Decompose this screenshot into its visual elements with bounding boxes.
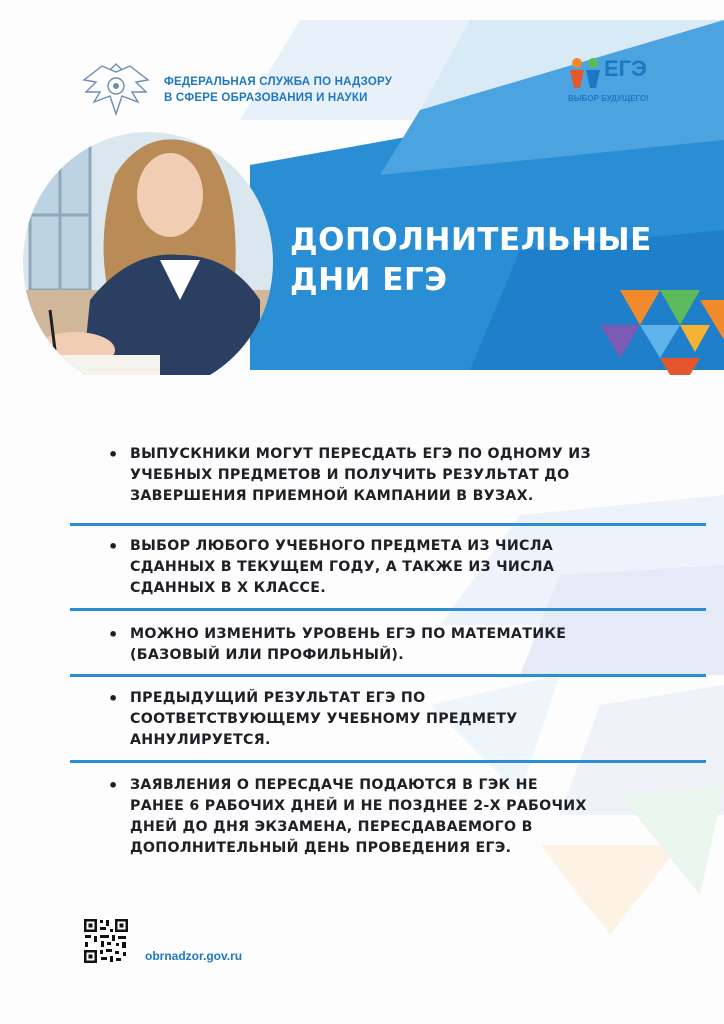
item-3-line-1: МОЖНО ИЗМЕНИТЬ УРОВЕНЬ ЕГЭ ПО МАТЕМАТИКЕ bbox=[130, 626, 567, 642]
list-item bbox=[0, 624, 567, 666]
ege-logo-word: ЕГЭ bbox=[604, 56, 647, 81]
item-2-line-1: ВЫБОР ЛЮБОГО УЧЕБНОГО ПРЕДМЕТА ИЗ ЧИСЛА bbox=[130, 538, 554, 554]
divider bbox=[70, 674, 706, 677]
item-5-line-1: ЗАЯВЛЕНИЯ О ПЕРЕСДАЧЕ ПОДАЮТСЯ В ГЭК НЕ bbox=[130, 777, 538, 793]
item-4-line-3: АННУЛИРУЕТСЯ. bbox=[130, 732, 271, 748]
agency-name-line2: В СФЕРЕ ОБРАЗОВАНИЯ И НАУКИ bbox=[164, 92, 368, 104]
qr-code bbox=[83, 918, 129, 964]
list-item bbox=[0, 444, 591, 507]
divider bbox=[70, 523, 706, 526]
bullet: • bbox=[108, 625, 119, 644]
page-title-line2: ДНИ ЕГЭ bbox=[290, 262, 448, 298]
website-link[interactable]: obrnadzor.gov.ru bbox=[145, 949, 243, 963]
item-1-line-1: ВЫПУСКНИКИ МОГУТ ПЕРЕСДАТЬ ЕГЭ ПО ОДНОМУ ИЗ bbox=[130, 446, 591, 462]
item-2-line-3: СДАННЫХ В X КЛАССЕ. bbox=[130, 580, 326, 596]
divider bbox=[70, 608, 706, 611]
ege-logo bbox=[566, 56, 666, 116]
bullet: • bbox=[108, 537, 119, 556]
bullet: • bbox=[108, 689, 119, 708]
bullet: • bbox=[108, 445, 119, 464]
page-title-line1: ДОПОЛНИТЕЛЬНЫЕ bbox=[290, 222, 652, 258]
item-4-line-1: ПРЕДЫДУЩИЙ РЕЗУЛЬТАТ ЕГЭ ПО bbox=[130, 690, 426, 706]
list-item bbox=[0, 536, 555, 599]
divider bbox=[70, 760, 706, 763]
agency-name-line1: ФЕДЕРАЛЬНАЯ СЛУЖБА ПО НАДЗОРУ bbox=[164, 76, 393, 88]
eagle-emblem-icon bbox=[82, 62, 150, 118]
agency-logo bbox=[82, 62, 392, 118]
item-5-line-3: ДНЕЙ ДО ДНЯ ЭКЗАМЕНА, ПЕРЕСДАВАЕМОГО В bbox=[130, 819, 533, 835]
list-item bbox=[0, 775, 587, 859]
item-5-line-4: ДОПОЛНИТЕЛЬНЫЙ ДЕНЬ ПРОВЕДЕНИЯ ЕГЭ. bbox=[130, 840, 512, 856]
page-title bbox=[290, 220, 690, 300]
item-5-line-2: РАНЕЕ 6 РАБОЧИХ ДНЕЙ И НЕ ПОЗДНЕЕ 2-Х РАБОЧИХ bbox=[130, 798, 587, 814]
item-3-line-2: (БАЗОВЫЙ ИЛИ ПРОФИЛЬНЫЙ). bbox=[130, 647, 404, 663]
item-4-line-2: СООТВЕТСТВУЮЩЕМУ УЧЕБНОМУ ПРЕДМЕТУ bbox=[130, 711, 518, 727]
list-item bbox=[0, 688, 518, 751]
ege-figure-icon bbox=[568, 56, 604, 90]
ege-logo-slogan: ВЫБОР БУДУЩЕГО! bbox=[568, 94, 649, 103]
item-1-line-2: УЧЕБНЫХ ПРЕДМЕТОВ И ПОЛУЧИТЬ РЕЗУЛЬТАТ ДО bbox=[130, 467, 570, 483]
bullet: • bbox=[108, 776, 119, 795]
item-2-line-2: СДАННЫХ В ТЕКУЩЕМ ГОДУ, А ТАКЖЕ ИЗ ЧИСЛА bbox=[130, 559, 555, 575]
item-1-line-3: ЗАВЕРШЕНИЯ ПРИЕМНОЙ КАМПАНИИ В ВУЗАХ. bbox=[130, 488, 534, 504]
